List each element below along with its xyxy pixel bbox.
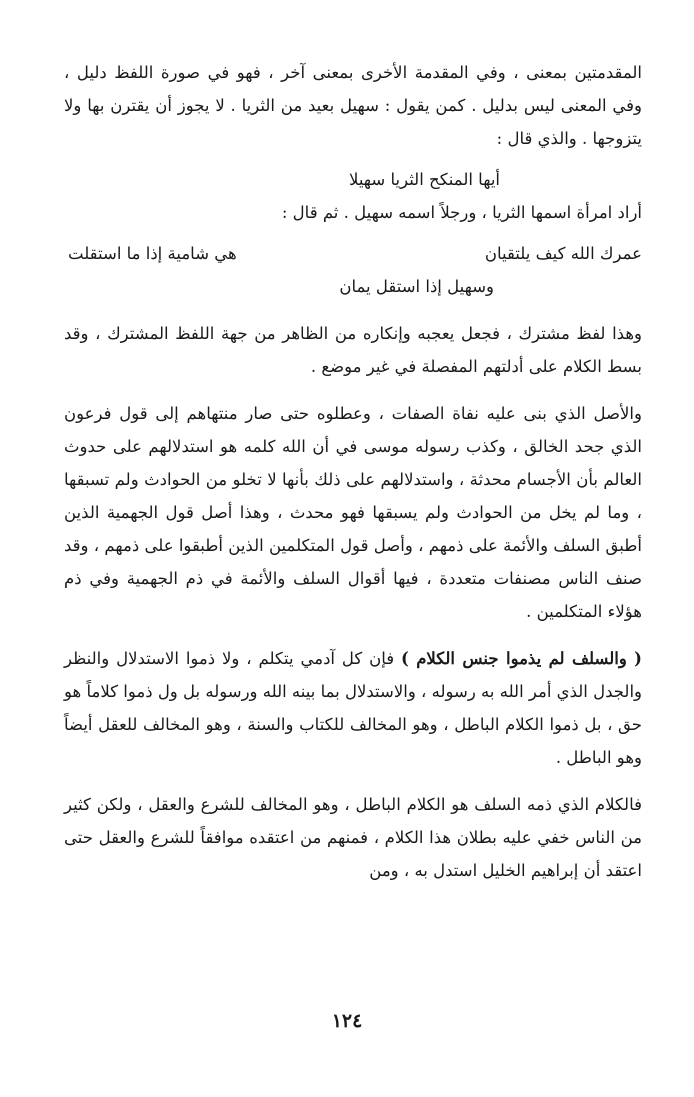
paragraph-2: وهذا لفظ مشترك ، فجعل يعجبه وإنكاره من الظاهر من جهة اللفظ المشترك ، وقد بسط الكلام على أدلتهم المفصلة في غير موضع . — [64, 324, 642, 376]
page-number: ١٢٤ — [331, 1010, 363, 1032]
paragraph-5: فالكلام الذي ذمه السلف هو الكلام الباطل ، وهو المخالف للشرع والعقل ، ولكن كثير من الناس خفي عليه بطلان هذا الكلام ، فمنهم من اعتقده موافقاً للشرع والعقل حتى اعتقد أن إبراهيم الخليل استدل به ، ومن — [64, 795, 642, 880]
paragraph-4 — [64, 642, 642, 774]
paragraph-4-body: فإن كل آدمي يتكلم ، ولا ذموا الاستدلال والنظر والجدل الذي أمر الله به رسوله ، والاستدلال بما بينه الله ورسوله بل ول ذموا كلاماً هو حق ، بل ذموا الكلام الباطل ، وهو المخالف للكتاب والسنة ، وهو المخالف للعقل أيضاً وهو الباطل . — [64, 649, 642, 767]
paragraph-1: المقدمتين بمعنى ، وفي المقدمة الأخرى بمعنى آخر ، فهو في صورة اللفظ دليل ، وفي المعنى ليس بدليل . كمن يقول : سهيل بعيد من الثريا . لا يجوز أن يقترن بها ولا يتزوجها . والذي قال : — [64, 63, 642, 148]
verse-2-first-hemistich: عمرك الله كيف يلتقيان — [484, 244, 642, 263]
verse-1: أيها المنكح الثريا سهيلا — [348, 170, 500, 189]
paragraph-4-bold-lead: ( والسلف لم يذموا جنس الكلام ) — [401, 649, 642, 668]
verse-explanation: أراد امرأة اسمها الثريا ، ورجلاً اسمه سهيل . ثم قال : — [281, 203, 642, 222]
verse-2-final-line: وسهيل إذا استقل يمان — [339, 277, 494, 296]
paragraph-3: والأصل الذي بنى عليه نفاة الصفات ، وعطلوه حتى صار منتهاهم إلى قول فرعون الذي جحد الخالق ، وكذب رسوله موسى في أن الله كلمه هو استدلالهم على حدوث العالم بأن الأجسام محدثة ، واستدلالهم على ذلك بأنها لا تخلو من الحوادث ولم تسبقها ، وما لم يخل من الحوادث ولم يسبقها فهو محدث ، وهذا أصل قول الجهمية الذين أطبق السلف والأئمة على ذمهم ، وأصل قول المتكلمين الذين أطبقوا على ذمهم ، وقد صنف الناس مصنفات متعددة ، فيها أقوال السلف والأئمة في ذم الجهمية وفي ذم هؤلاء المتكلمين . — [64, 404, 642, 621]
verse-2 — [64, 237, 642, 303]
verse-2-row — [64, 237, 642, 270]
verse-2-second-hemistich: هي شامية إذا ما استقلت — [68, 244, 237, 263]
page-body — [64, 56, 642, 887]
